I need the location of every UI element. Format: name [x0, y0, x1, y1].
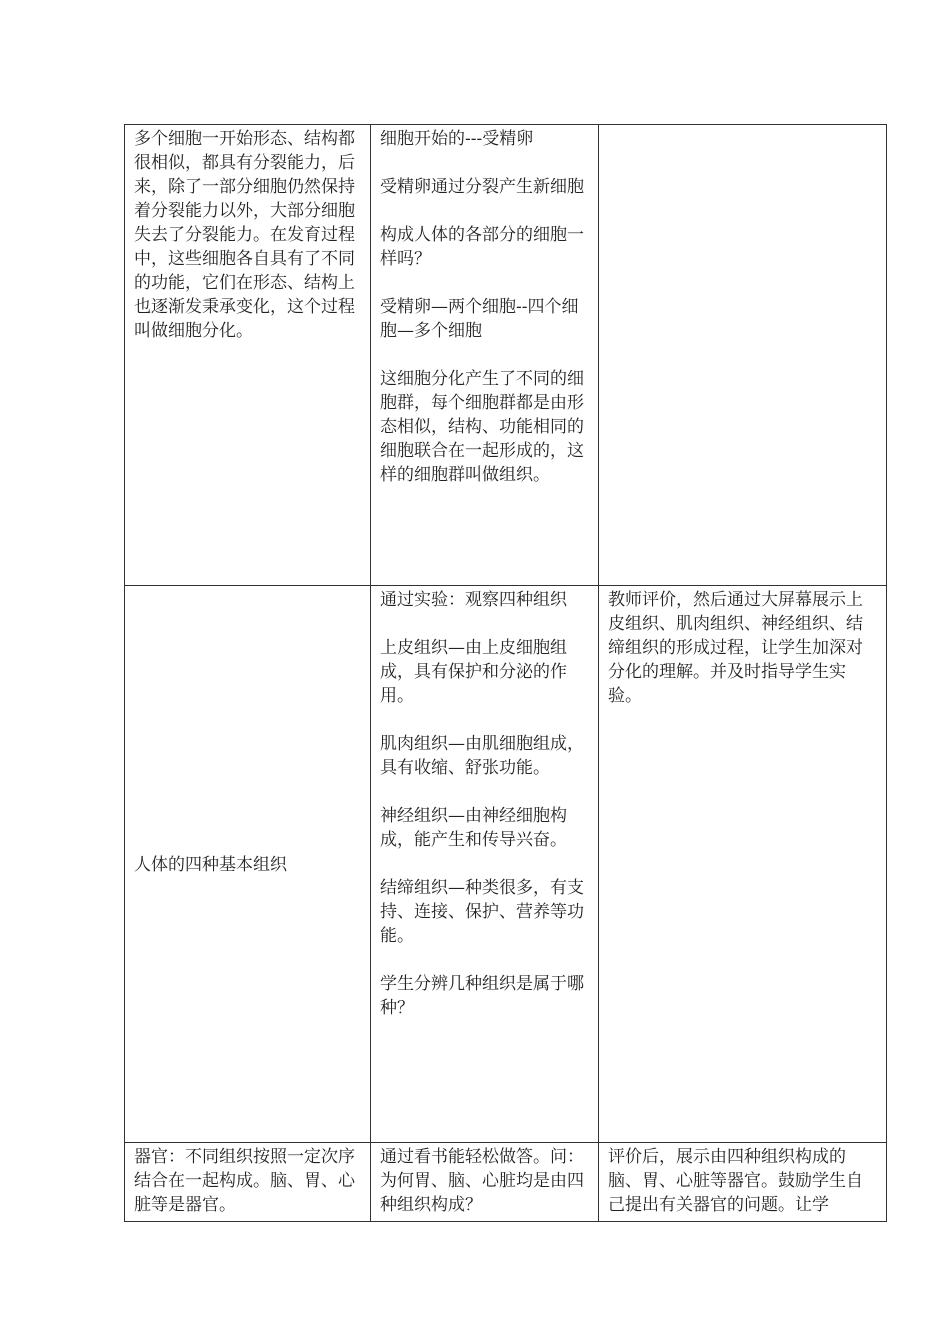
paragraph: 通过实验：观察四种组织: [380, 590, 567, 610]
table-cell-content: [125, 586, 371, 1143]
paragraph: 上皮组织—由上皮细胞组成，具有保护和分泌的作用。: [380, 638, 567, 706]
table-row: [125, 1143, 887, 1222]
paragraph: 神经组织—由神经细胞构成，能产生和传导兴奋。: [380, 806, 567, 850]
paragraph: 评价后，展示由四种组织构成的脑、胃、心脏等器官。鼓励学生自己提出有关器官的问题。让学: [608, 1147, 863, 1215]
paragraph: 细胞开始的---受精卵: [380, 129, 534, 149]
paragraph: 这细胞分化产生了不同的细胞群，每个细胞群都是由形态相似，结构、功能相同的细胞联合在一起形成的，这样的细胞群叫做组织。: [380, 369, 584, 485]
table-cell-notes: [599, 125, 887, 586]
table-cell-notes: [599, 586, 887, 1143]
table-cell-activity: [371, 586, 599, 1143]
table-cell-activity: [371, 125, 599, 586]
table-cell-activity: [371, 1143, 599, 1222]
paragraph: 通过看书能轻松做答。问：为何胃、脑、心脏均是由四种组织构成？: [380, 1147, 584, 1215]
paragraph: 受精卵—两个细胞--四个细胞—多个细胞: [380, 297, 579, 341]
table-row: [125, 125, 887, 586]
lesson-plan-table: [124, 124, 887, 1222]
paragraph: 受精卵通过分裂产生新细胞: [380, 177, 584, 197]
paragraph: 肌肉组织—由肌细胞组成，具有收缩、舒张功能。: [380, 734, 584, 778]
table-row: [125, 586, 887, 1143]
paragraph: 学生分辨几种组织是属于哪种？: [380, 974, 584, 1018]
paragraph: 器官：不同组织按照一定次序结合在一起构成。脑、胃、心脏等是器官。: [134, 1147, 355, 1215]
paragraph: 构成人体的各部分的细胞一样吗？: [380, 225, 584, 269]
paragraph: 结缔组织—种类很多，有支持、连接、保护、营养等功能。: [380, 878, 584, 946]
paragraph: 教师评价，然后通过大屏幕展示上皮组织、肌肉组织、神经组织、结缔组织的形成过程，让学生加深对分化的理解。并及时指导学生实验。: [608, 590, 863, 706]
paragraph: 多个细胞一开始形态、结构都很相似，都具有分裂能力，后来，除了一部分细胞仍然保持着分裂能力以外，大部分细胞失去了分裂能力。在发育过程中，这些细胞各自具有了不同的功能，它们在形态、结构上也逐渐发秉承变化，这个过程叫做细胞分化。: [134, 129, 355, 341]
paragraph: 人体的四种基本组织: [134, 855, 287, 875]
table-cell-content: [125, 125, 371, 586]
table-cell-content: [125, 1143, 371, 1222]
table-cell-notes: [599, 1143, 887, 1222]
